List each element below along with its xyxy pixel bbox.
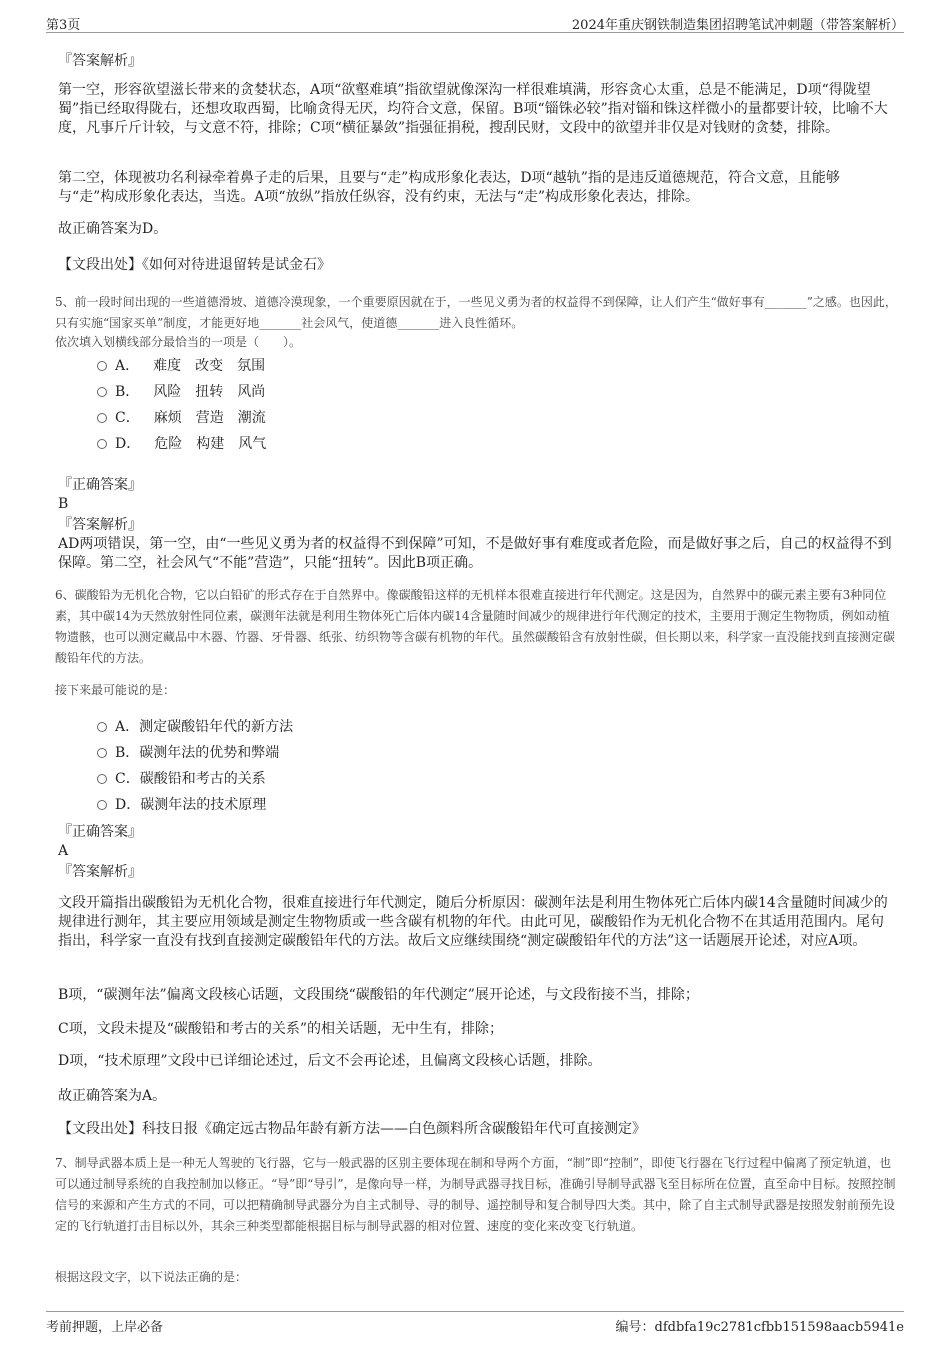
option-word: 构建 <box>196 436 225 452</box>
q5-stem: 5、前一段时间出现的一些道德滑坡、道德冷漠现象，一个重要原因就在于，一些见义勇为者的权益得不到保障，让人们产生“做好事有_______”之感。也因此，只有实施“国家买单”制度，才能更好地_______社会风气，使道德_______进入良性循环。 <box>55 295 897 330</box>
option-key: D． <box>115 797 141 813</box>
option-word: 营造 <box>195 410 224 426</box>
option-text: 碳测年法的优势和弊端 <box>139 745 280 761</box>
option-word: 改变 <box>195 358 224 374</box>
option-text: 碳酸铅和考古的关系 <box>139 771 266 787</box>
q4-analysis-para1: 第一空，形容欲望滋长带来的贪婪状态，A项“欲壑难填”指欲望就像深沟一样很难填满，形容贪心太重，总是不能满足，D项“得陇望蜀”指已经取得陇右，还想攻取西蜀，比喻贪得无厌，均符合文意，保留。B项“锱铢必较”指对锱和铢这样微小的量都要计较，比喻不大度，凡事斤斤计较，与文意不符，排除；C项“横征暴敛”指强征捐税，搜刮民财，文段中的欲望并非仅是对钱财的贪婪，排除。 <box>58 82 888 136</box>
q6-option-b[interactable] <box>97 744 279 762</box>
radio-icon[interactable] <box>97 413 107 423</box>
footer-slogan: 考前押题，上岸必备 <box>46 1320 164 1335</box>
q6-source: 【文段出处】科技日报《确定远古物品年龄有新方法——白色颜料所含碳酸铅年代可直接测定》 <box>58 1121 646 1137</box>
radio-icon[interactable] <box>97 748 107 758</box>
q6-prompt: 接下来最可能说的是： <box>55 683 176 697</box>
q7-stem: 7、制导武器本质上是一种无人驾驶的飞行器，它与一般武器的区别主要体现在制和导两个方面，“制”即“控制”，即使飞行器在飞行过程中偏离了预定轨道，也可以通过制导系统的自我控制加以修正。“导”即“导引”，是像向导一样，为制导武器寻找目标，准确引导制导武器飞至目标所在位置，直至命中目标。按照控制信号的来源和产生方式的不同，可以把精确制导武器分为自主式制导、寻的制导、遥控制导和复合制导四大类。其中，除了自主式制导武器是按照发射前预先设定的飞行轨道打击目标以外，其余三种类型都能根据目标与制导武器的相对位置、速度的变化来改变飞行轨道。 <box>55 1156 896 1233</box>
q6-stem: 6、碳酸铅为无机化合物，它以白铅矿的形式存在于自然界中。像碳酸铅这样的无机样本很难直接进行年代测定。这是因为，自然界中的碳元素主要有3种同位素，其中碳14为天然放射性同位素，碳测年法就是利用生物体死亡后体内碳14含量随时间减少的规律进行年代测定的技术，主要用于测定生物物质，例如动植物遗骸，也可以测定藏品中木器、竹器、牙骨器、纸张、纺织物等含碳有机物的年代。虽然碳酸铅含有放射性碳，但长期以来，科学家一直没能找到直接测定碳酸铅年代的方法。 <box>55 588 896 665</box>
q5-answer-label: 『正确答案』 <box>58 477 142 493</box>
option-word: 风险 <box>153 384 182 400</box>
q6-answer: A <box>58 843 69 859</box>
page-header <box>46 10 904 33</box>
option-key: B． <box>115 384 140 400</box>
q5-analysis-label: 『答案解析』 <box>58 517 142 533</box>
option-word: 危险 <box>154 436 183 452</box>
option-key: C． <box>115 771 140 787</box>
document-title: 2024年重庆钢铁制造集团招聘笔试冲刺题（带答案解析） <box>571 18 904 33</box>
option-text: 碳测年法的技术原理 <box>140 797 267 813</box>
q5-option-c[interactable] <box>97 409 266 427</box>
radio-icon[interactable] <box>97 800 107 810</box>
option-key: C． <box>115 410 140 426</box>
q5-option-a[interactable] <box>97 357 265 375</box>
option-key: A． <box>115 358 140 374</box>
option-word: 难度 <box>153 358 182 374</box>
q6-analysis-label: 『答案解析』 <box>58 864 142 880</box>
q6-option-a[interactable] <box>97 718 293 736</box>
q6-analysis-d: D项，“技术原理”文段中已详细论述过，后文不会再论述，且偏离文段核心话题，排除。 <box>58 1053 602 1069</box>
option-key: B． <box>115 745 140 761</box>
radio-icon[interactable] <box>97 387 107 397</box>
option-word: 风气 <box>238 436 267 452</box>
page-number: 第3页 <box>46 18 81 33</box>
q6-option-c[interactable] <box>97 770 266 788</box>
q6-analysis-para1: 文段开篇指出碳酸铅为无机化合物，很难直接进行年代测定，随后分析原因：碳测年法是利用生物体死亡后体内碳14含量随时间减少的规律进行测年，其主要应用领域是测定生物物质或一些含碳有机物的年代。由此可见，碳酸铅作为无机化合物不在其适用范围内。尾句指出，科学家一直没有找到直接测定碳酸铅年代的方法。故后文应继续围绕“测定碳酸铅年代的方法”这一话题展开论述，对应A项。 <box>58 895 888 949</box>
radio-icon[interactable] <box>97 774 107 784</box>
q4-source: 【文段出处】《如何对待进退留转是试金石》 <box>58 257 331 273</box>
q6-answer-label: 『正确答案』 <box>58 824 142 840</box>
q6-conclusion: 故正确答案为A。 <box>58 1088 167 1104</box>
option-key: A． <box>115 719 140 735</box>
option-word: 风尚 <box>237 384 266 400</box>
option-word: 麻烦 <box>153 410 182 426</box>
q5-option-d[interactable] <box>97 435 266 453</box>
q5-analysis: AD两项错误，第一空，由“一些见义勇为者的权益得不到保障”可知，不是做好事有难度或者危险，而是做好事之后，自己的权益得不到保障。第二空，社会风气“不能”营造”，只能“扭转”。因此B项正确。 <box>58 536 892 571</box>
option-key: D． <box>115 436 141 452</box>
q7-prompt: 根据这段文字，以下说法正确的是： <box>55 1270 248 1284</box>
q6-option-d[interactable] <box>97 796 266 814</box>
option-word: 氛围 <box>237 358 266 374</box>
q6-analysis-c: C项，文段未提及“碳酸铅和考古的关系”的相关话题，无中生有，排除； <box>58 1021 504 1037</box>
radio-icon[interactable] <box>97 361 107 371</box>
option-word: 潮流 <box>237 410 266 426</box>
page-footer <box>46 1311 904 1336</box>
option-text: 测定碳酸铅年代的新方法 <box>139 719 294 735</box>
q5-answer: B <box>58 496 69 512</box>
footer-serial: 编号：dfdbfa19c2781cfbb151598aacb5941e <box>615 1320 904 1335</box>
q5-prompt: 依次填入划横线部分最恰当的一项是（ ）。 <box>55 335 302 349</box>
q6-analysis-b: B项，“碳测年法”偏离文段核心话题，文段围绕“碳酸铅的年代测定”展开论述，与文段衔接不当，排除； <box>58 987 699 1003</box>
q5-option-b[interactable] <box>97 383 265 401</box>
q4-analysis-label: 『答案解析』 <box>58 53 142 69</box>
q4-analysis-para2: 第二空，体现被功名利禄牵着鼻子走的后果，且要与“走”构成形象化表达，D项“越轨”指的是违反道德规范，符合文意，且能够与“走”构成形象化表达，当选。A项“放纵”指放任纵容，没有约束，无法与“走”构成形象化表达，排除。 <box>58 170 840 205</box>
radio-icon[interactable] <box>97 722 107 732</box>
radio-icon[interactable] <box>97 439 107 449</box>
option-word: 扭转 <box>195 384 224 400</box>
q4-conclusion: 故正确答案为D。 <box>58 221 168 237</box>
